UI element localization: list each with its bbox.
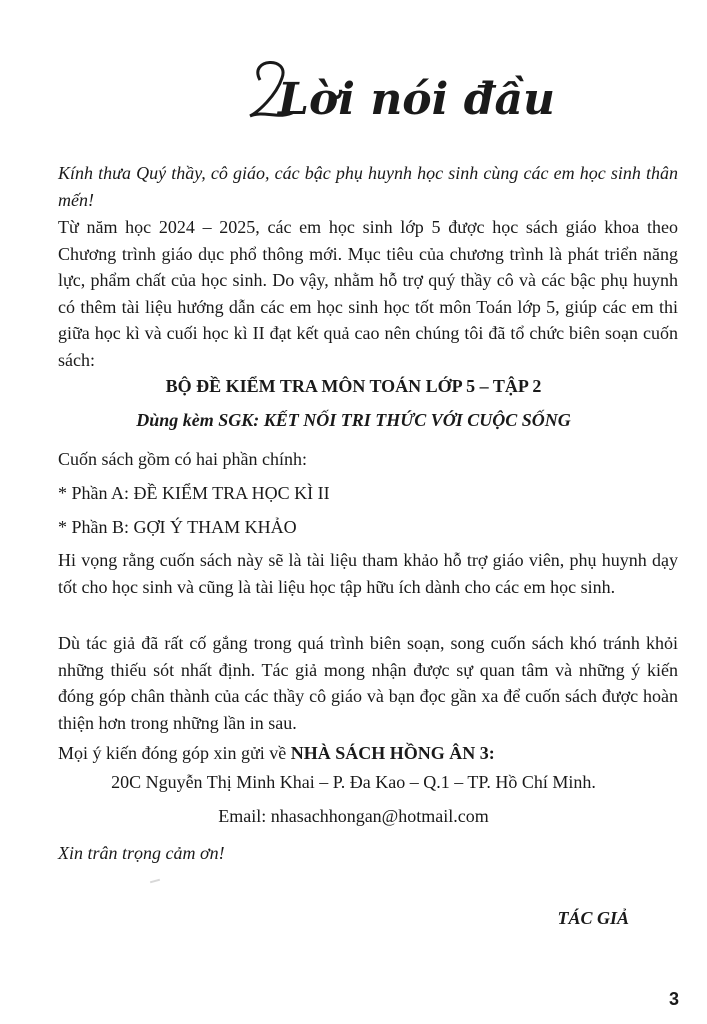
page-number: 3: [668, 989, 679, 1009]
contact-name: NHÀ SÁCH HỒNG ÂN 3:: [290, 743, 495, 763]
author-signature: TÁC GIẢ: [557, 908, 629, 928]
book-title: BỘ ĐỀ KIỂM TRA MÔN TOÁN LỚP 5 – TẬP 2: [165, 376, 542, 396]
intro-paragraph: Từ năm học 2024 – 2025, các em học sinh lớp 5 được học sách giáo khoa theo Chương trình giáo dục phổ thông mới. Mục tiêu của chương trình là phát triển năng lực, phẩm chất của học sinh. Do vậy, nhằm hỗ trợ quý thầy cô và các bậc phụ huynh có thêm tài liệu hướng dẫn các em học sinh học tốt môn Toán lớp 5, giúp các em thi giữa học kì và cuối học kì II đạt kết quả cao nên chúng tôi đã tổ chức biên soạn cuốn sách:: [58, 217, 678, 370]
book-subtitle: Dùng kèm SGK: KẾT NỐI TRI THỨC VỚI CUỘC SỐNG: [136, 410, 571, 430]
closing-line: Xin trân trọng cảm ơn!: [58, 843, 225, 863]
contact-line: [58, 740, 678, 767]
parts-intro: Cuốn sách gồm có hai phần chính:: [58, 449, 307, 469]
address-line: 20C Nguyễn Thị Minh Khai – P. Đa Kao – Q.1 – TP. Hồ Chí Minh.: [111, 772, 596, 792]
email-line: Email: nhasachhongan@hotmail.com: [218, 806, 489, 826]
hope-paragraph: Hi vọng rằng cuốn sách này sẽ là tài liệu tham khảo hỗ trợ giáo viên, phụ huynh dạy tốt cho học sinh và cũng là tài liệu học tập hữu ích dành cho các em học sinh.: [58, 550, 678, 597]
title-calligraphy: [230, 50, 555, 140]
greeting-paragraph: Kính thưa Quý thầy, cô giáo, các bậc phụ huynh học sinh cùng các em học sinh thân mến!: [58, 163, 678, 210]
scan-mark: [150, 879, 160, 884]
part-b-item: * Phần B: GỢI Ý THAM KHẢO: [58, 517, 297, 537]
page-title: [230, 50, 555, 140]
contact-prefix: Mọi ý kiến đóng góp xin gửi về: [58, 743, 291, 763]
feedback-paragraph: Dù tác giả đã rất cố gắng trong quá trình biên soạn, song cuốn sách khó tránh khỏi những thiếu sót nhất định. Tác giả mong nhận được sự quan tâm và những ý kiến đóng góp chân thành của các thầy cô giáo và bạn đọc gần xa để cuốn sách được hoàn thiện hơn trong những lần in sau.: [58, 633, 678, 733]
title-text: Lời nói đầu: [278, 74, 555, 125]
part-a-item: * Phần A: ĐỀ KIỂM TRA HỌC KÌ II: [58, 483, 330, 503]
